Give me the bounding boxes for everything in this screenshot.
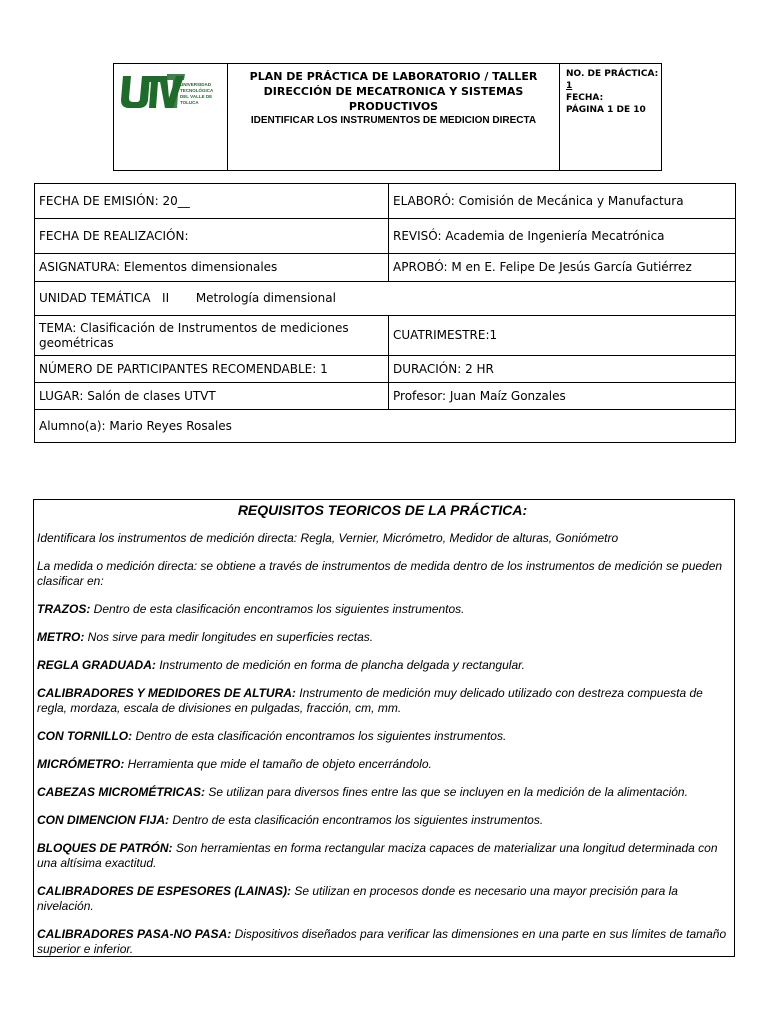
- logo-cell: [114, 64, 228, 170]
- requirement-text: Nos sirve para medir longitudes en superficies rectas.: [84, 630, 374, 644]
- logo-line-3: DEL VALLE DE TOLUCA: [180, 94, 213, 105]
- table-row: [35, 219, 736, 254]
- cuatrimestre-cell: CUATRIMESTRE:1: [389, 316, 736, 356]
- page-label: PÁGINA 1 DE 10: [566, 105, 646, 115]
- duracion-cell: DURACIÓN: 2 HR: [389, 356, 736, 383]
- requirement-item: [37, 602, 728, 617]
- requirement-text: Son herramientas en forma rectangular maciza capaces de materializar una longitud determinada con una altísima exactitud.: [37, 841, 718, 870]
- requirement-term: TRAZOS:: [37, 602, 91, 616]
- requirement-text: Dentro de esta clasificación encontramos los siguientes instrumentos.: [90, 602, 465, 616]
- utvt-logo-icon: [121, 72, 185, 110]
- emision-cell: FECHA DE EMISIÓN: 20__: [35, 184, 389, 219]
- requirement-item: [37, 884, 728, 914]
- requirements-box: [33, 499, 735, 957]
- document-header: [113, 63, 662, 171]
- header-title-line-2: DIRECCIÓN DE MECATRONICA Y SISTEMAS: [263, 85, 524, 98]
- requirement-item: [37, 658, 728, 673]
- requirement-text: Dispositivos diseñados para verificar las dimensiones en una parte en sus límites de tamaño superior e inferior.: [37, 927, 727, 956]
- requirement-term: BLOQUES DE PATRÓN:: [37, 841, 173, 855]
- lugar-cell: LUGAR: Salón de clases UTVT: [35, 383, 389, 410]
- requirement-item: [37, 729, 728, 744]
- header-title-line-3: PRODUCTIVOS: [348, 100, 439, 113]
- practice-number: 1: [566, 81, 573, 91]
- requirement-item: [37, 757, 728, 772]
- requirements-title: REQUISITOS TEORICOS DE LA PRÁCTICA:: [237, 502, 528, 518]
- table-row: [35, 410, 736, 443]
- table-row: [35, 184, 736, 219]
- header-meta-cell: [560, 64, 661, 170]
- requirement-text: Herramienta que mide el tamaño de objeto encerrándolo.: [124, 757, 432, 771]
- requirement-text: Se utilizan para diversos fines entre las que se incluyen en la medición de la alimentación.: [205, 785, 688, 799]
- asignatura-cell: ASIGNATURA: Elementos dimensionales: [35, 254, 389, 282]
- realizacion-cell: FECHA DE REALIZACIÓN:: [35, 219, 389, 254]
- requirement-item: [37, 785, 728, 800]
- info-table: [34, 183, 736, 443]
- table-row: [35, 316, 736, 356]
- logo-line-1: UNIVERSIDAD: [180, 82, 212, 87]
- header-title-cell: [228, 64, 560, 170]
- requirement-item: [37, 813, 728, 828]
- unidad-cell: UNIDAD TEMÁTICA II Metrología dimensional: [35, 282, 736, 316]
- requirement-text: Instrumento de medición en forma de plancha delgada y rectangular.: [155, 658, 526, 672]
- participantes-cell: NÚMERO DE PARTICIPANTES RECOMENDABLE: 1: [35, 356, 389, 383]
- requirement-term: METRO:: [37, 630, 85, 644]
- date-label: FECHA:: [566, 93, 604, 103]
- table-row: [35, 282, 736, 316]
- reviso-cell: REVISÓ: Academia de Ingeniería Mecatrónica: [389, 219, 736, 254]
- requirement-term: CABEZAS MICROMÉTRICAS:: [37, 785, 205, 799]
- table-row: [35, 383, 736, 410]
- requirement-term: CALIBRADORES DE ESPESORES (LAINAS):: [37, 884, 292, 898]
- requirements-list: [37, 602, 728, 957]
- elaboro-cell: ELABORÓ: Comisión de Mecánica y Manufactura: [389, 184, 736, 219]
- profesor-cell: Profesor: Juan Maíz Gonzales: [389, 383, 736, 410]
- header-subtitle: IDENTIFICAR LOS INSTRUMENTOS DE MEDICION DIRECTA: [250, 115, 537, 126]
- requirement-term: REGLA GRADUADA:: [37, 658, 156, 672]
- tema-cell: TEMA: Clasificación de Instrumentos de mediciones geométricas: [35, 316, 389, 356]
- requirement-text: Instrumento de medición muy delicado utilizado con destreza compuesta de regla, mordaza, escala de divisiones en pulgadas, fracción, cm, mm.: [37, 686, 703, 715]
- requirement-item: [37, 841, 728, 871]
- logo-line-2: TECNOLÓGICA: [180, 88, 214, 93]
- requirement-text: Dentro de esta clasificación encontramos los siguientes instrumentos.: [169, 813, 544, 827]
- requirement-item: [37, 686, 728, 716]
- practice-label: NO. DE PRÁCTICA:: [566, 69, 659, 79]
- requirement-term: CALIBRADORES PASA-NO PASA:: [37, 927, 232, 941]
- requirement-term: CON DIMENCION FIJA:: [37, 813, 169, 827]
- requirement-item: [37, 630, 728, 645]
- header-title-line-1: PLAN DE PRÁCTICA DE LABORATORIO / TALLER: [249, 70, 538, 83]
- requirement-text: Se utilizan en procesos donde es necesario una mayor precisión para la nivelación.: [37, 884, 678, 913]
- requirement-text: Dentro de esta clasificación encontramos los siguientes instrumentos.: [132, 729, 507, 743]
- alumno-cell: Alumno(a): Mario Reyes Rosales: [35, 410, 736, 443]
- requirement-item: [37, 927, 728, 957]
- requirements-intro: Identificara los instrumentos de medición directa: Regla, Vernier, Micrómetro, Medidor de alturas, Goniómetro: [37, 531, 619, 545]
- aprobo-cell: APROBÓ: M en E. Felipe De Jesús García Gutiérrez: [389, 254, 736, 282]
- table-row: [35, 356, 736, 383]
- logo-caption: [180, 82, 227, 106]
- requirement-term: CON TORNILLO:: [37, 729, 133, 743]
- requirements-definition: La medida o medición directa: se obtiene a través de instrumentos de medida dentro de los instrumentos de medición se pueden clasificar en:: [37, 559, 723, 588]
- requirement-term: MICRÓMETRO:: [37, 757, 125, 771]
- table-row: [35, 254, 736, 282]
- requirement-term: CALIBRADORES Y MEDIDORES DE ALTURA:: [37, 686, 296, 700]
